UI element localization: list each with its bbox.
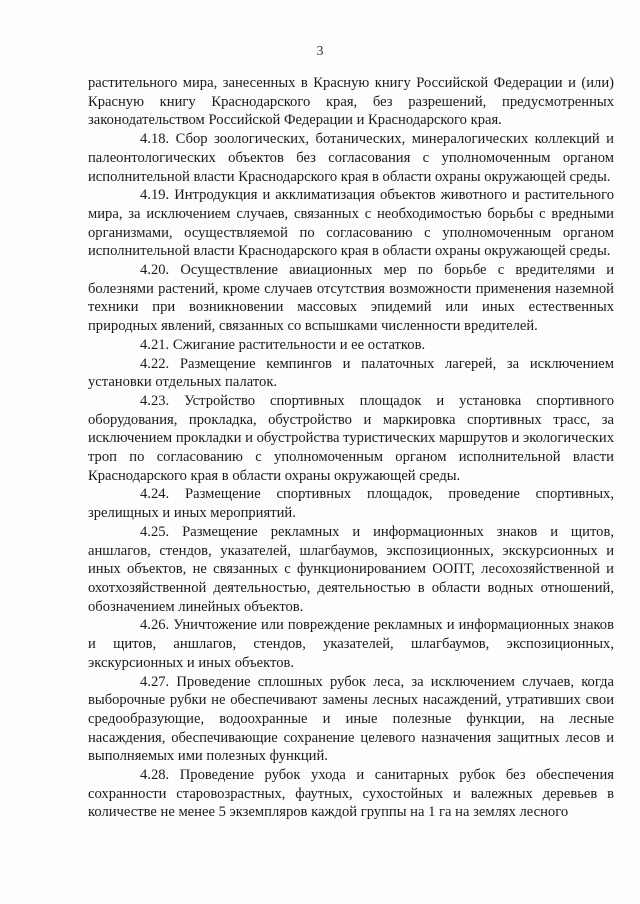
paragraph-4-26: 4.26. Уничтожение или повреждение рекламных и информационных знаков и щитов, аншлагов, стендов, указателей, шлагбаумов, экспозиционных, экскурсионных и иных объектов. [88, 617, 614, 671]
paragraph-4-24: 4.24. Размещение спортивных площадок, проведение спортивных, зрелищных и иных мероприятий. [88, 486, 614, 522]
paragraph-4-19: 4.19. Интродукция и акклиматизация объектов животного и растительного мира, за исключением случаев, связанных с необходимостью борьбы с вредными организмами, осуществляемой по согласованию с уполномоченным органом исполнительной власти Краснодарского края в области охраны окружающей среды. [88, 187, 614, 260]
paragraph-4-28: 4.28. Проведение рубок ухода и санитарных рубок без обеспечения сохранности старовозрастных, фаутных, сухостойных и валежных деревьев в количестве не менее 5 экземпляров каждой группы на 1 га на землях лесного [88, 767, 614, 821]
paragraph-4-22: 4.22. Размещение кемпингов и палаточных лагерей, за исключением установки отдельных палаток. [88, 355, 614, 391]
page-number: 3 [316, 44, 324, 59]
paragraph-4-27: 4.27. Проведение сплошных рубок леса, за исключением случаев, когда выборочные рубки не обеспечивают замены лесных насаждений, утративших свои средообразующие, водоохранные и иные полезные функции, на лесные насаждения, обеспечивающие сохранение целевого назначения защитных лесов и выполняемых ими полезных функций. [88, 673, 614, 765]
paragraph-4-18: 4.18. Сбор зоологических, ботанических, минералогических коллекций и палеонтологических объектов без согласования с уполномоченным органом исполнительной власти Краснодарского края в области охраны окружающей среды. [88, 131, 614, 185]
paragraph-4-20: 4.20. Осуществление авиационных мер по борьбе с вредителями и болезнями растений, кроме случаев отсутствия возможности применения наземной техники при возникновении массовых эпидемий или иных естественных природных явлений, связанных со вспышками численности вредителей. [88, 262, 614, 335]
paragraph-continuation: растительного мира, занесенных в Красную книгу Российской Федерации и (или) Красную книгу Краснодарского края, без разрешений, предусмотренных законодательством Российской Федерации и Краснодарского края. [88, 75, 614, 129]
document-body [88, 74, 614, 822]
paragraph-4-25: 4.25. Размещение рекламных и информационных знаков и щитов, аншлагов, стендов, указателей, шлагбаумов, экспозиционных, экскурсионных и иных объектов, не связанных с функционированием ООПТ, лесохозяйственной и охотхозяйственной деятельностью, деятельностью в области водных отношений, обозначением линейных объектов. [88, 523, 614, 615]
paragraph-4-23: 4.23. Устройство спортивных площадок и установка спортивного оборудования, прокладка, обустройство и маркировка спортивных трасс, за исключением прокладки и обустройства туристических маршрутов и экологических троп по согласованию с уполномоченным органом исполнительной власти Краснодарского края в области охраны окружающей среды. [88, 392, 614, 484]
paragraph-4-21: 4.21. Сжигание растительности и ее остатков. [140, 336, 426, 353]
